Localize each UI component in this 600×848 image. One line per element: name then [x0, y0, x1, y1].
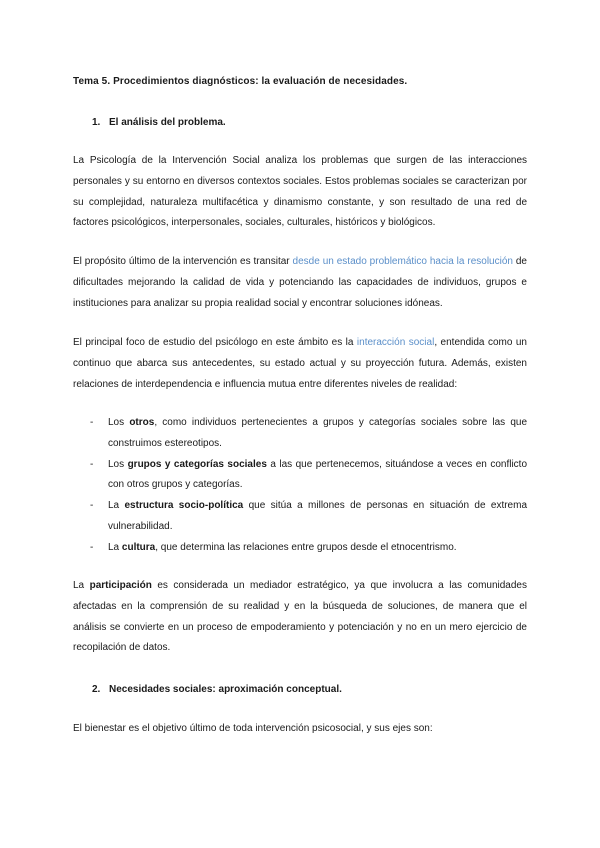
highlighted-link-text[interactable]: interacción social [356, 337, 435, 348]
bullet-text: , que determina las relaciones entre grupos desde el etnocentrismo. [155, 541, 457, 553]
section-number: 1. [92, 117, 101, 128]
section-title: El análisis del problema. [109, 117, 226, 128]
bullet-text: Los [108, 458, 128, 470]
bullet-bold-term: grupos y categorías sociales [127, 458, 267, 470]
bold-term: participación [89, 580, 152, 591]
bullet-dash: - [90, 500, 94, 512]
paragraph-3 [73, 333, 527, 395]
bullet-text: , como individuos pertenecientes a grupos y categorías sociales sobre las que construimos estereotipos. [108, 417, 528, 449]
bullet-text: a las que pertenecemos, situándose a veces en conflicto con otros grupos y categorías. [108, 458, 528, 491]
bullet-bold-term: cultura [121, 541, 156, 553]
paragraph-text: es considerada un mediador estratégico, ya que involucra a las comunidades afectadas en la comprensión de su realidad y en la búsqueda de soluciones, de manera que el análisis se convierte en un proceso de empoderamiento y potenciación y no en un mero ejercicio de recopilación de datos. [73, 580, 527, 654]
bullet-bold-term: otros [129, 417, 155, 428]
bullet-item [90, 538, 527, 559]
bullet-text: Los [108, 417, 130, 428]
bullet-dash: - [90, 541, 94, 553]
bullet-list [90, 413, 527, 559]
section-title: Necesidades sociales: aproximación conceptual. [109, 684, 342, 695]
paragraph-text: El principal foco de estudio del psicólogo en este ámbito es la [73, 337, 357, 348]
bullet-dash: - [90, 417, 94, 428]
bullet-text: que sitúa a millones de personas en situación de extrema vulnerabilidad. [108, 500, 528, 532]
paragraph-1: La Psicología de la Intervención Social analiza los problemas que surgen de las interacciones personales y su entorno en diversos contextos sociales. Estos problemas sociales se caracterizan por su complejidad, naturaleza multifacética y dinamismo constante, y son resultado de una red de factores psicológicos, interpersonales, sociales, culturales, históricos y biológicos. [73, 155, 527, 229]
bullet-item [90, 413, 527, 455]
highlighted-link-text[interactable]: desde un estado problemático hacia la resolución [292, 256, 513, 267]
bullet-item [90, 455, 527, 497]
bullet-item [90, 496, 527, 538]
paragraph-text: de dificultades mejorando la calidad de vida y potenciando las capacidades de individuos, grupos e instituciones para analizar su propia realidad social y encontrar soluciones idóneas. [73, 256, 527, 309]
section-number: 2. [92, 684, 101, 695]
bullet-text: La [108, 541, 122, 553]
paragraph-text: , entendida como un continuo que abarca sus antecedentes, su estado actual y su proyección futura. Además, existen relaciones de interdependencia e influencia mutua entre diferentes niveles de realidad: [73, 337, 527, 390]
section-heading-1 [92, 117, 226, 128]
paragraph-2 [73, 252, 527, 314]
document-title: Tema 5. Procedimientos diagnósticos: la evaluación de necesidades. [73, 76, 408, 87]
paragraph-text: El propósito último de la intervención es transitar [73, 256, 293, 267]
bullet-bold-term: estructura socio-política [124, 500, 244, 512]
paragraph-text: La [73, 580, 90, 591]
section-heading-2 [92, 684, 342, 695]
bullet-text: La [108, 500, 125, 512]
bullet-dash: - [90, 458, 94, 470]
paragraph-5: El bienestar es el objetivo último de toda intervención psicosocial, y sus ejes son: [73, 723, 433, 734]
paragraph-4 [73, 576, 527, 659]
